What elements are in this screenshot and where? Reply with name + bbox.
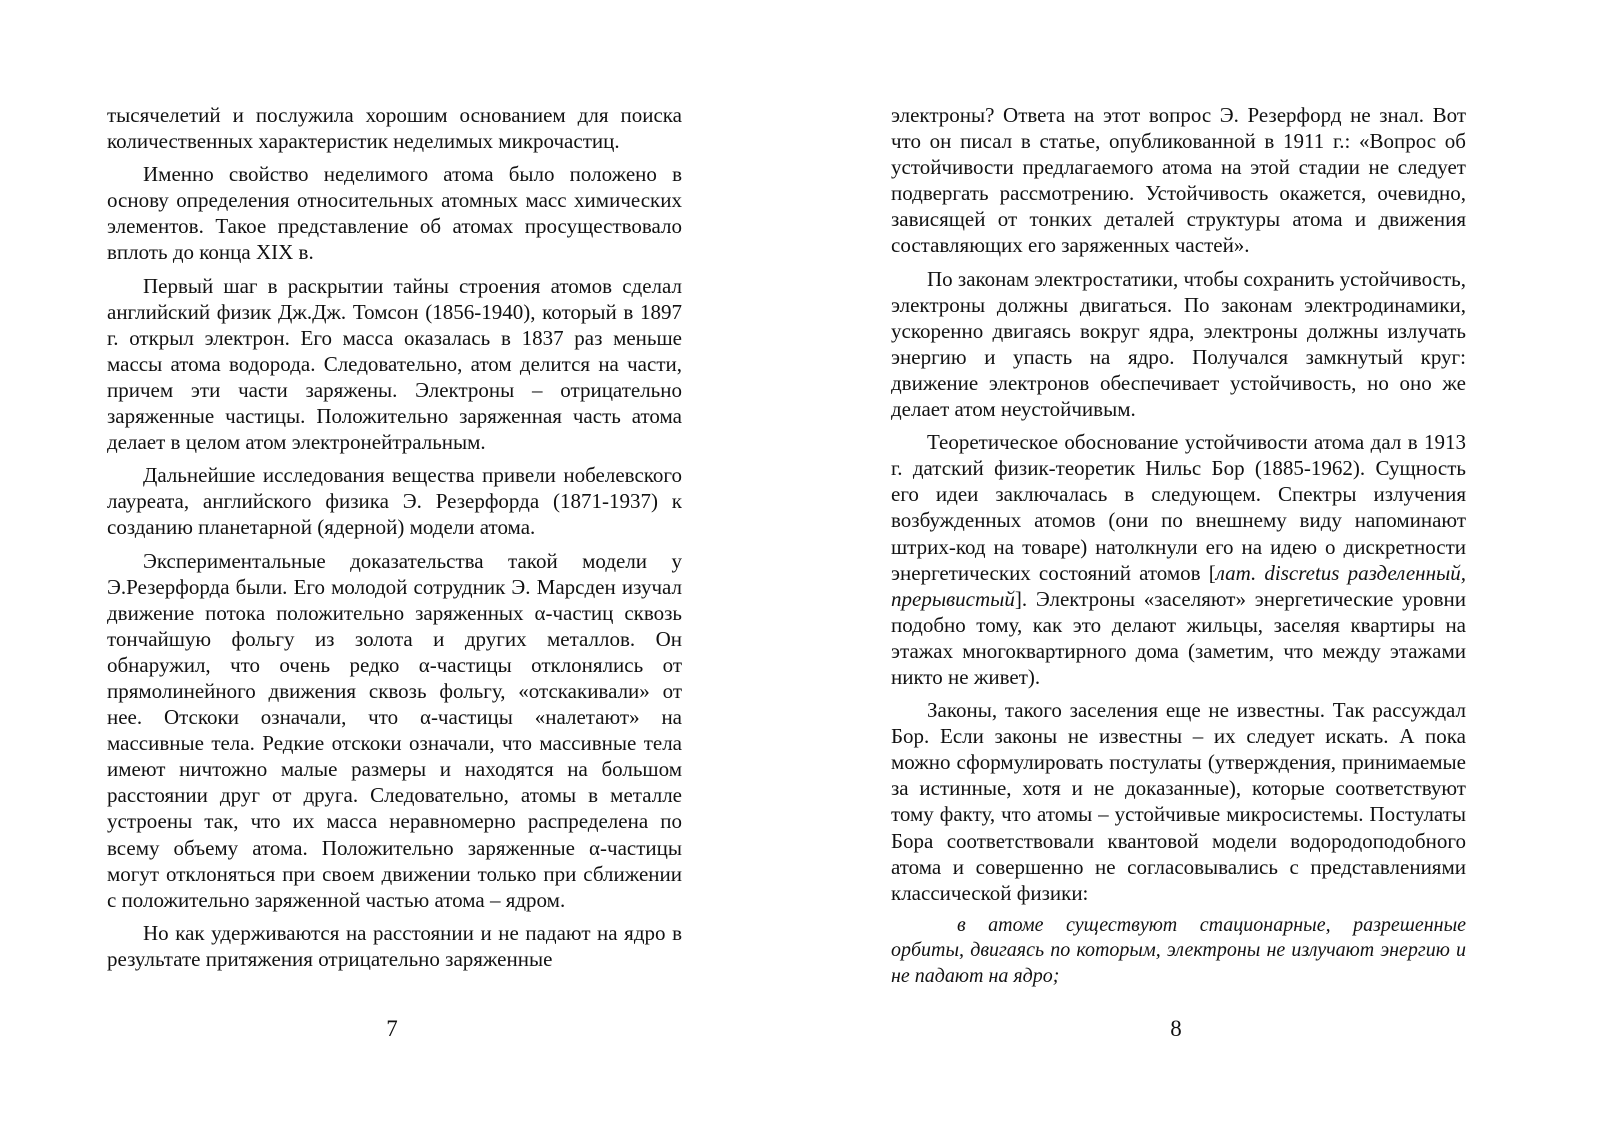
right-paragraph-4: Законы, такого заселения еще не известны. Так рассуждал Бор. Если законы не известны – их следует искать. А пока можно сформулировать постулаты (утверждения, принимаемые за истинные, хотя и не доказанные), которые соответствуют тому факту, что атомы – устойчивые микросистемы. Постулаты Бора соответствовали квантовой модели водородоподобного атома и совершенно не согласовывались с представлениями классической физики: [891, 698, 1466, 905]
left-paragraph-1: тысячелетий и послужила хорошим основанием для поиска количественных характеристик неделимых микрочастиц. [107, 103, 682, 154]
right-page-number: 8 [1170, 1016, 1182, 1041]
left-paragraph-2: Именно свойство неделимого атома было положено в основу определения относительных атомных масс химических элементов. Такое представление об атомах просуществовало вплоть до конца XIX в. [107, 162, 682, 265]
right-paragraph-3-text-b: ]. Электроны «заселяют» энергетические уровни подобно тому, как это делают жильцы, заселяя квартиры на этажах многоквартирного дома (заметим, что между этажами никто не живет). [891, 586, 1466, 689]
left-paragraph-4: Дальнейшие исследования вещества привели нобелевского лауреата, английского физика Э. Резерфорда (1871-1937) к созданию планетарной (ядерной) модели атома. [107, 463, 682, 540]
right-paragraph-3 [891, 429, 1466, 690]
bohr-postulate: в атоме существуют стационарные, разрешенные орбиты, двигаясь по которым, электроны не излучают энергию и не падают на ядро; [891, 913, 1466, 987]
right-paragraph-1: электроны? Ответа на этот вопрос Э. Резерфорд не знал. Вот что он писал в статье, опубликованной в 1911 г.: «Вопрос об устойчивости предлагаемого атома на этой стадии не следует подвергать рассмотрению. Устойчивость окажется, очевидно, зависящей от тонких деталей структуры атома и движения составляющих его заряженных частей». [891, 103, 1466, 258]
left-paragraph-6: Но как удерживаются на расстоянии и не падают на ядро в результате притяжения отрицательно заряженные [107, 920, 682, 971]
latin-term: лат. discretus разделенный, прерывистый [891, 560, 1466, 611]
right-paragraph-2: По законам электростатики, чтобы сохранить устойчивость, электроны должны двигаться. По законам электродинамики, ускоренно двигаясь вокруг ядра, электроны должны излучать энергию и упасть на ядро. Получался замкнутый круг: движение электронов обеспечивает устойчивость, но оно же делает атом неустойчивым. [891, 266, 1466, 422]
left-page-number: 7 [386, 1016, 398, 1041]
right-paragraph-3-text-a: Теоретическое обоснование устойчивости атома дал в 1913 г. датский физик-теоретик Нильс Бор (1885-1962). Сущность его идеи заключалась в следующем. Спектры излучения возбужденных атомов (они по внешнему виду напоминают штрих-код на товаре) натолкнули его на идею о дискретности энергетических состояний атомов [ [891, 430, 1466, 585]
left-paragraph-3: Первый шаг в раскрытии тайны строения атомов сделал английский физик Дж.Дж. Томсон (1856-1940), который в 1897 г. открыл электрон. Его масса оказалась в 1837 раз меньше массы атома водорода. Следовательно, атом делится на части, причем эти части заряжены. Электроны – отрицательно заряженные частицы. Положительно заряженная часть атома делает в целом атом электронейтральным. [107, 273, 682, 455]
right-page [891, 102, 1466, 1002]
left-page [107, 102, 682, 1002]
left-paragraph-5: Экспериментальные доказательства такой модели у Э.Резерфорда были. Его молодой сотрудник Э. Марсден изучал движение потока положительно заряженных α-частиц сквозь тончайшую фольгу из золота и других металлов. Он обнаружил, что очень редко α-частицы отклонялись от прямолинейного движения сквозь фольгу, «отскакивали» от нее. Отскоки означали, что α-частицы «налетают» на массивные тела. Редкие отскоки означали, что массивные тела имеют ничтожно малые размеры и находятся на большом расстоянии друг от друга. Следовательно, атомы в металле устроены так, что их масса неравномерно распределена по всему объему атома. Положительно заряженные α-частицы могут отклоняться при своем движении только при сближении с положительно заряженной частью атома – ядром. [107, 548, 682, 912]
